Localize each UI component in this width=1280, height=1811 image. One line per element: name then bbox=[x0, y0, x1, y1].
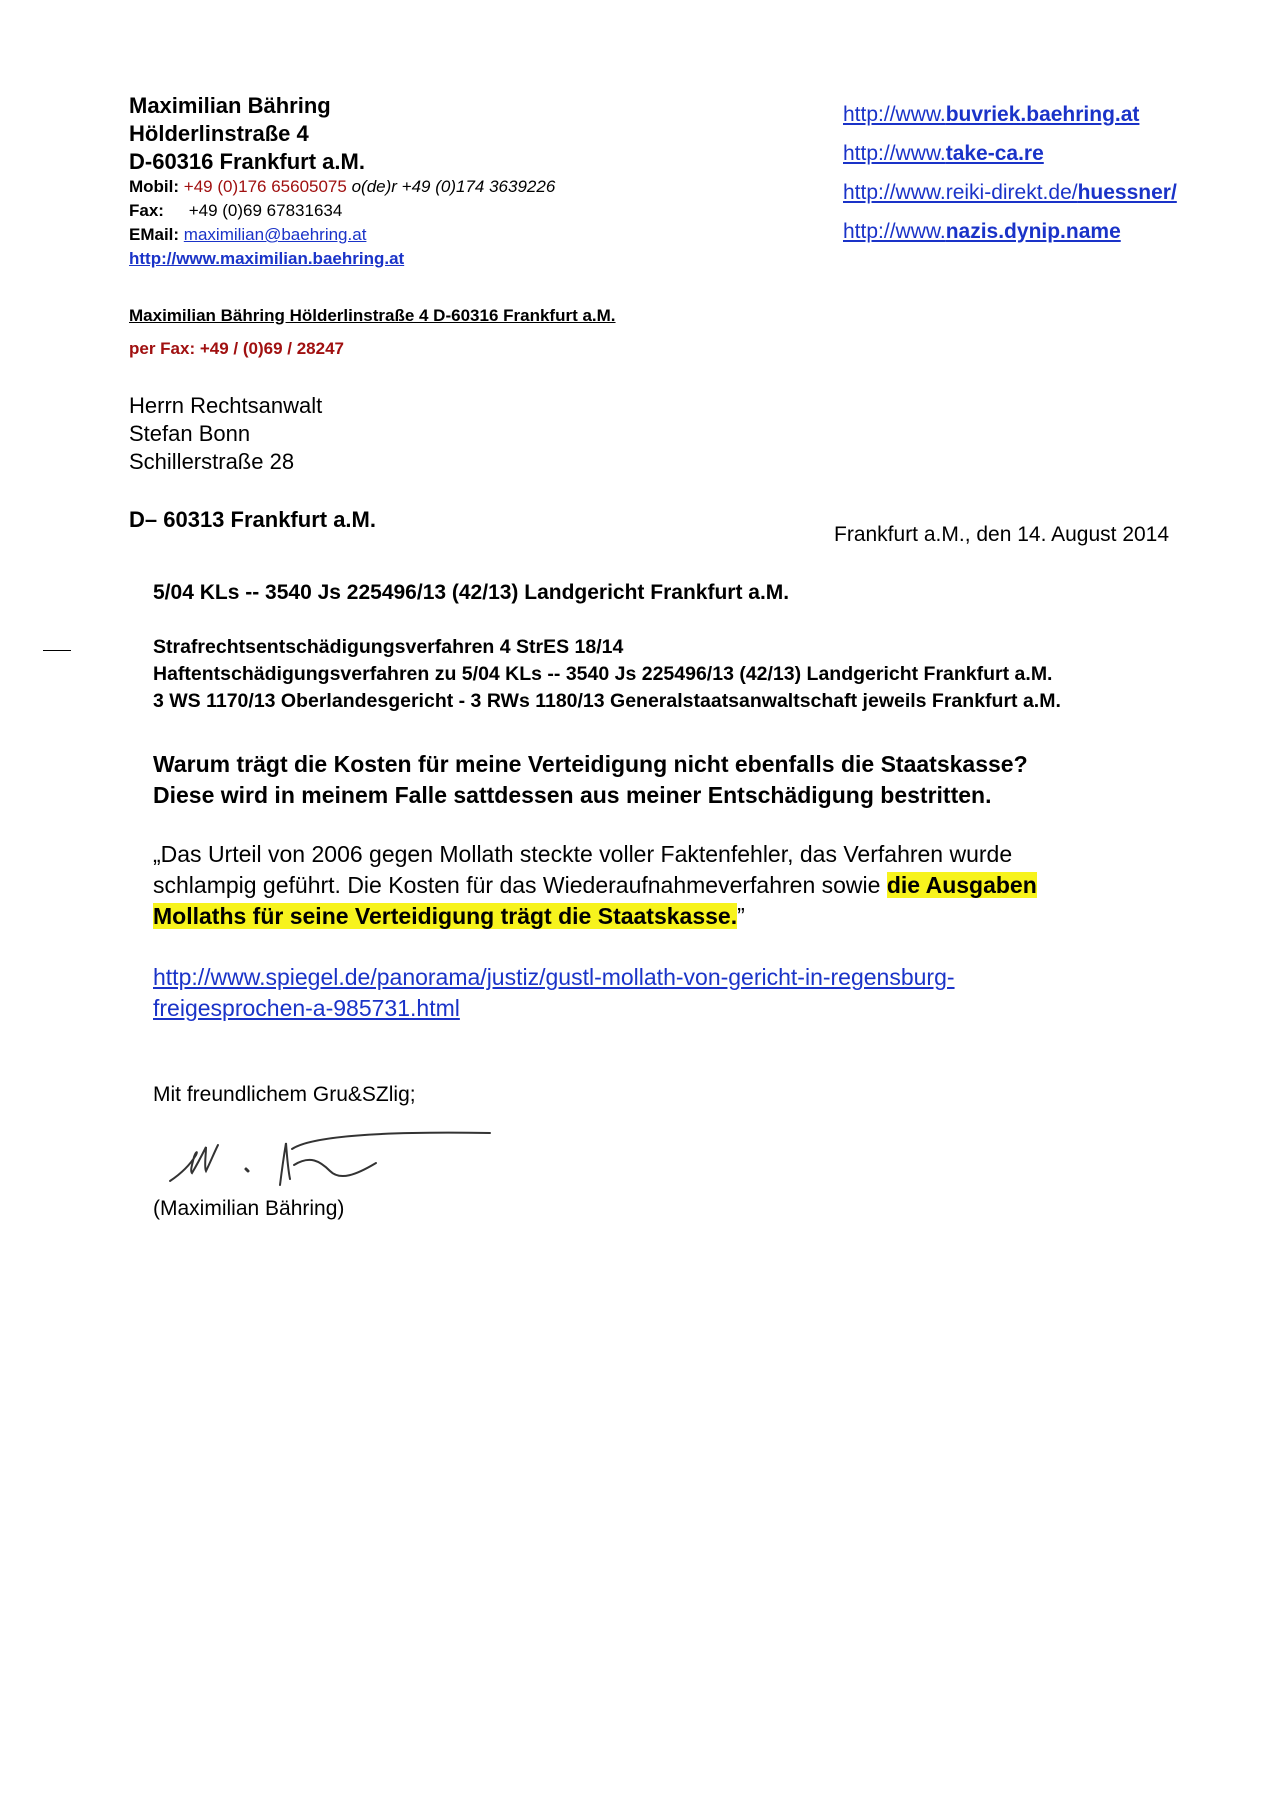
quote-line-2-text: schlampig geführt. Die Kosten für das Wiederaufnahmeverfahren sowie bbox=[153, 872, 887, 898]
recipient-street: Schillerstraße 28 bbox=[129, 449, 295, 474]
email-link[interactable]: maximilian@baehring.at bbox=[183, 225, 367, 244]
case-reference-2: Haftentschädigungsverfahren zu 5/04 KLs -- 3540 Js 225496/13 (42/13) Landgericht Frankfurt a.M. bbox=[153, 663, 1053, 685]
case-reference-3: 3 WS 1170/13 Oberlandesgericht - 3 RWs 1180/13 Generalstaatsanwaltschaft jeweils Frankfurt a.M. bbox=[153, 690, 1061, 712]
web-link-4-domain: nazis.dynip.name bbox=[945, 220, 1121, 243]
sender-fax bbox=[129, 200, 342, 221]
sender-street: Hölderlinstraße 4 bbox=[129, 121, 309, 146]
web-link-3-prefix: http://www.reiki-direkt.de/ bbox=[843, 181, 1078, 204]
quote-line-2 bbox=[153, 870, 1037, 901]
quote-close-mark: ” bbox=[737, 903, 745, 929]
recipient-name: Stefan Bonn bbox=[129, 421, 251, 446]
mobile-number-2: +49 (0)174 3639226 bbox=[401, 177, 556, 196]
web-link-1-prefix: http://www. bbox=[843, 103, 946, 126]
mobile-or: o(de)r bbox=[351, 177, 397, 196]
recipient-title: Herrn Rechtsanwalt bbox=[129, 393, 323, 418]
website-link[interactable]: http://www.maximilian.baehring.at bbox=[129, 249, 405, 268]
sender-name: Maximilian Bähring bbox=[129, 93, 331, 118]
sender-website bbox=[129, 248, 404, 269]
web-link-3[interactable] bbox=[843, 180, 1177, 206]
quote-highlight-2: Mollaths für seine Verteidigung trägt die Staatskasse. bbox=[153, 903, 738, 929]
sender-city: D-60316 Frankfurt a.M. bbox=[129, 149, 365, 174]
mobile-label: Mobil: bbox=[129, 177, 180, 196]
web-link-2-prefix: http://www. bbox=[843, 142, 946, 165]
closing-greeting: Mit freundlichem Gru&SZlig; bbox=[153, 1083, 416, 1106]
return-address: Maximilian Bähring Hölderlinstraße 4 D-60316 Frankfurt a.M. bbox=[129, 306, 616, 325]
quote-line-3 bbox=[153, 901, 745, 932]
sender-mobile bbox=[129, 176, 555, 197]
email-label: EMail: bbox=[129, 225, 180, 244]
signer-name: (Maximilian Bähring) bbox=[153, 1197, 345, 1220]
fax-number: +49 (0)69 67831634 bbox=[188, 201, 343, 220]
case-reference-1: Strafrechtsentschädigungsverfahren 4 StrES 18/14 bbox=[153, 636, 624, 658]
quote-line-1: „Das Urteil von 2006 gegen Mollath steckte voller Faktenfehler, das Verfahren wurde bbox=[153, 841, 1013, 867]
handwritten-signature bbox=[160, 1125, 500, 1195]
recipient-city: D– 60313 Frankfurt a.M. bbox=[129, 507, 376, 532]
sender-email bbox=[129, 224, 366, 245]
web-link-1-domain: buvriek.baehring.at bbox=[945, 103, 1140, 126]
source-link-line-2[interactable]: freigesprochen-a-985731.html bbox=[153, 995, 460, 1021]
question-line-1: Warum trägt die Kosten für meine Verteidigung nicht ebenfalls die Staatskasse? bbox=[153, 751, 1028, 777]
web-link-2[interactable] bbox=[843, 141, 1044, 167]
quote-highlight-1: die Ausgaben bbox=[886, 872, 1037, 898]
question-line-2: Diese wird in meinem Falle sattdessen aus meiner Entschädigung bestritten. bbox=[153, 782, 992, 808]
fold-mark bbox=[43, 650, 71, 651]
web-link-4[interactable] bbox=[843, 219, 1121, 245]
fax-label: Fax: bbox=[129, 201, 164, 220]
mobile-number-1: +49 (0)176 65605075 bbox=[183, 177, 347, 196]
web-link-1[interactable] bbox=[843, 102, 1139, 128]
recipient-fax-line: per Fax: +49 / (0)69 / 28247 bbox=[129, 339, 344, 358]
source-link-line-1[interactable]: http://www.spiegel.de/panorama/justiz/gustl-mollath-von-gericht-in-regensburg- bbox=[153, 964, 955, 990]
web-link-2-domain: take-ca.re bbox=[945, 142, 1044, 165]
letter-date: Frankfurt a.M., den 14. August 2014 bbox=[834, 523, 1170, 546]
web-link-3-path: huessner/ bbox=[1077, 181, 1177, 204]
web-link-4-prefix: http://www. bbox=[843, 220, 946, 243]
case-reference-main: 5/04 KLs -- 3540 Js 225496/13 (42/13) Landgericht Frankfurt a.M. bbox=[153, 581, 790, 604]
